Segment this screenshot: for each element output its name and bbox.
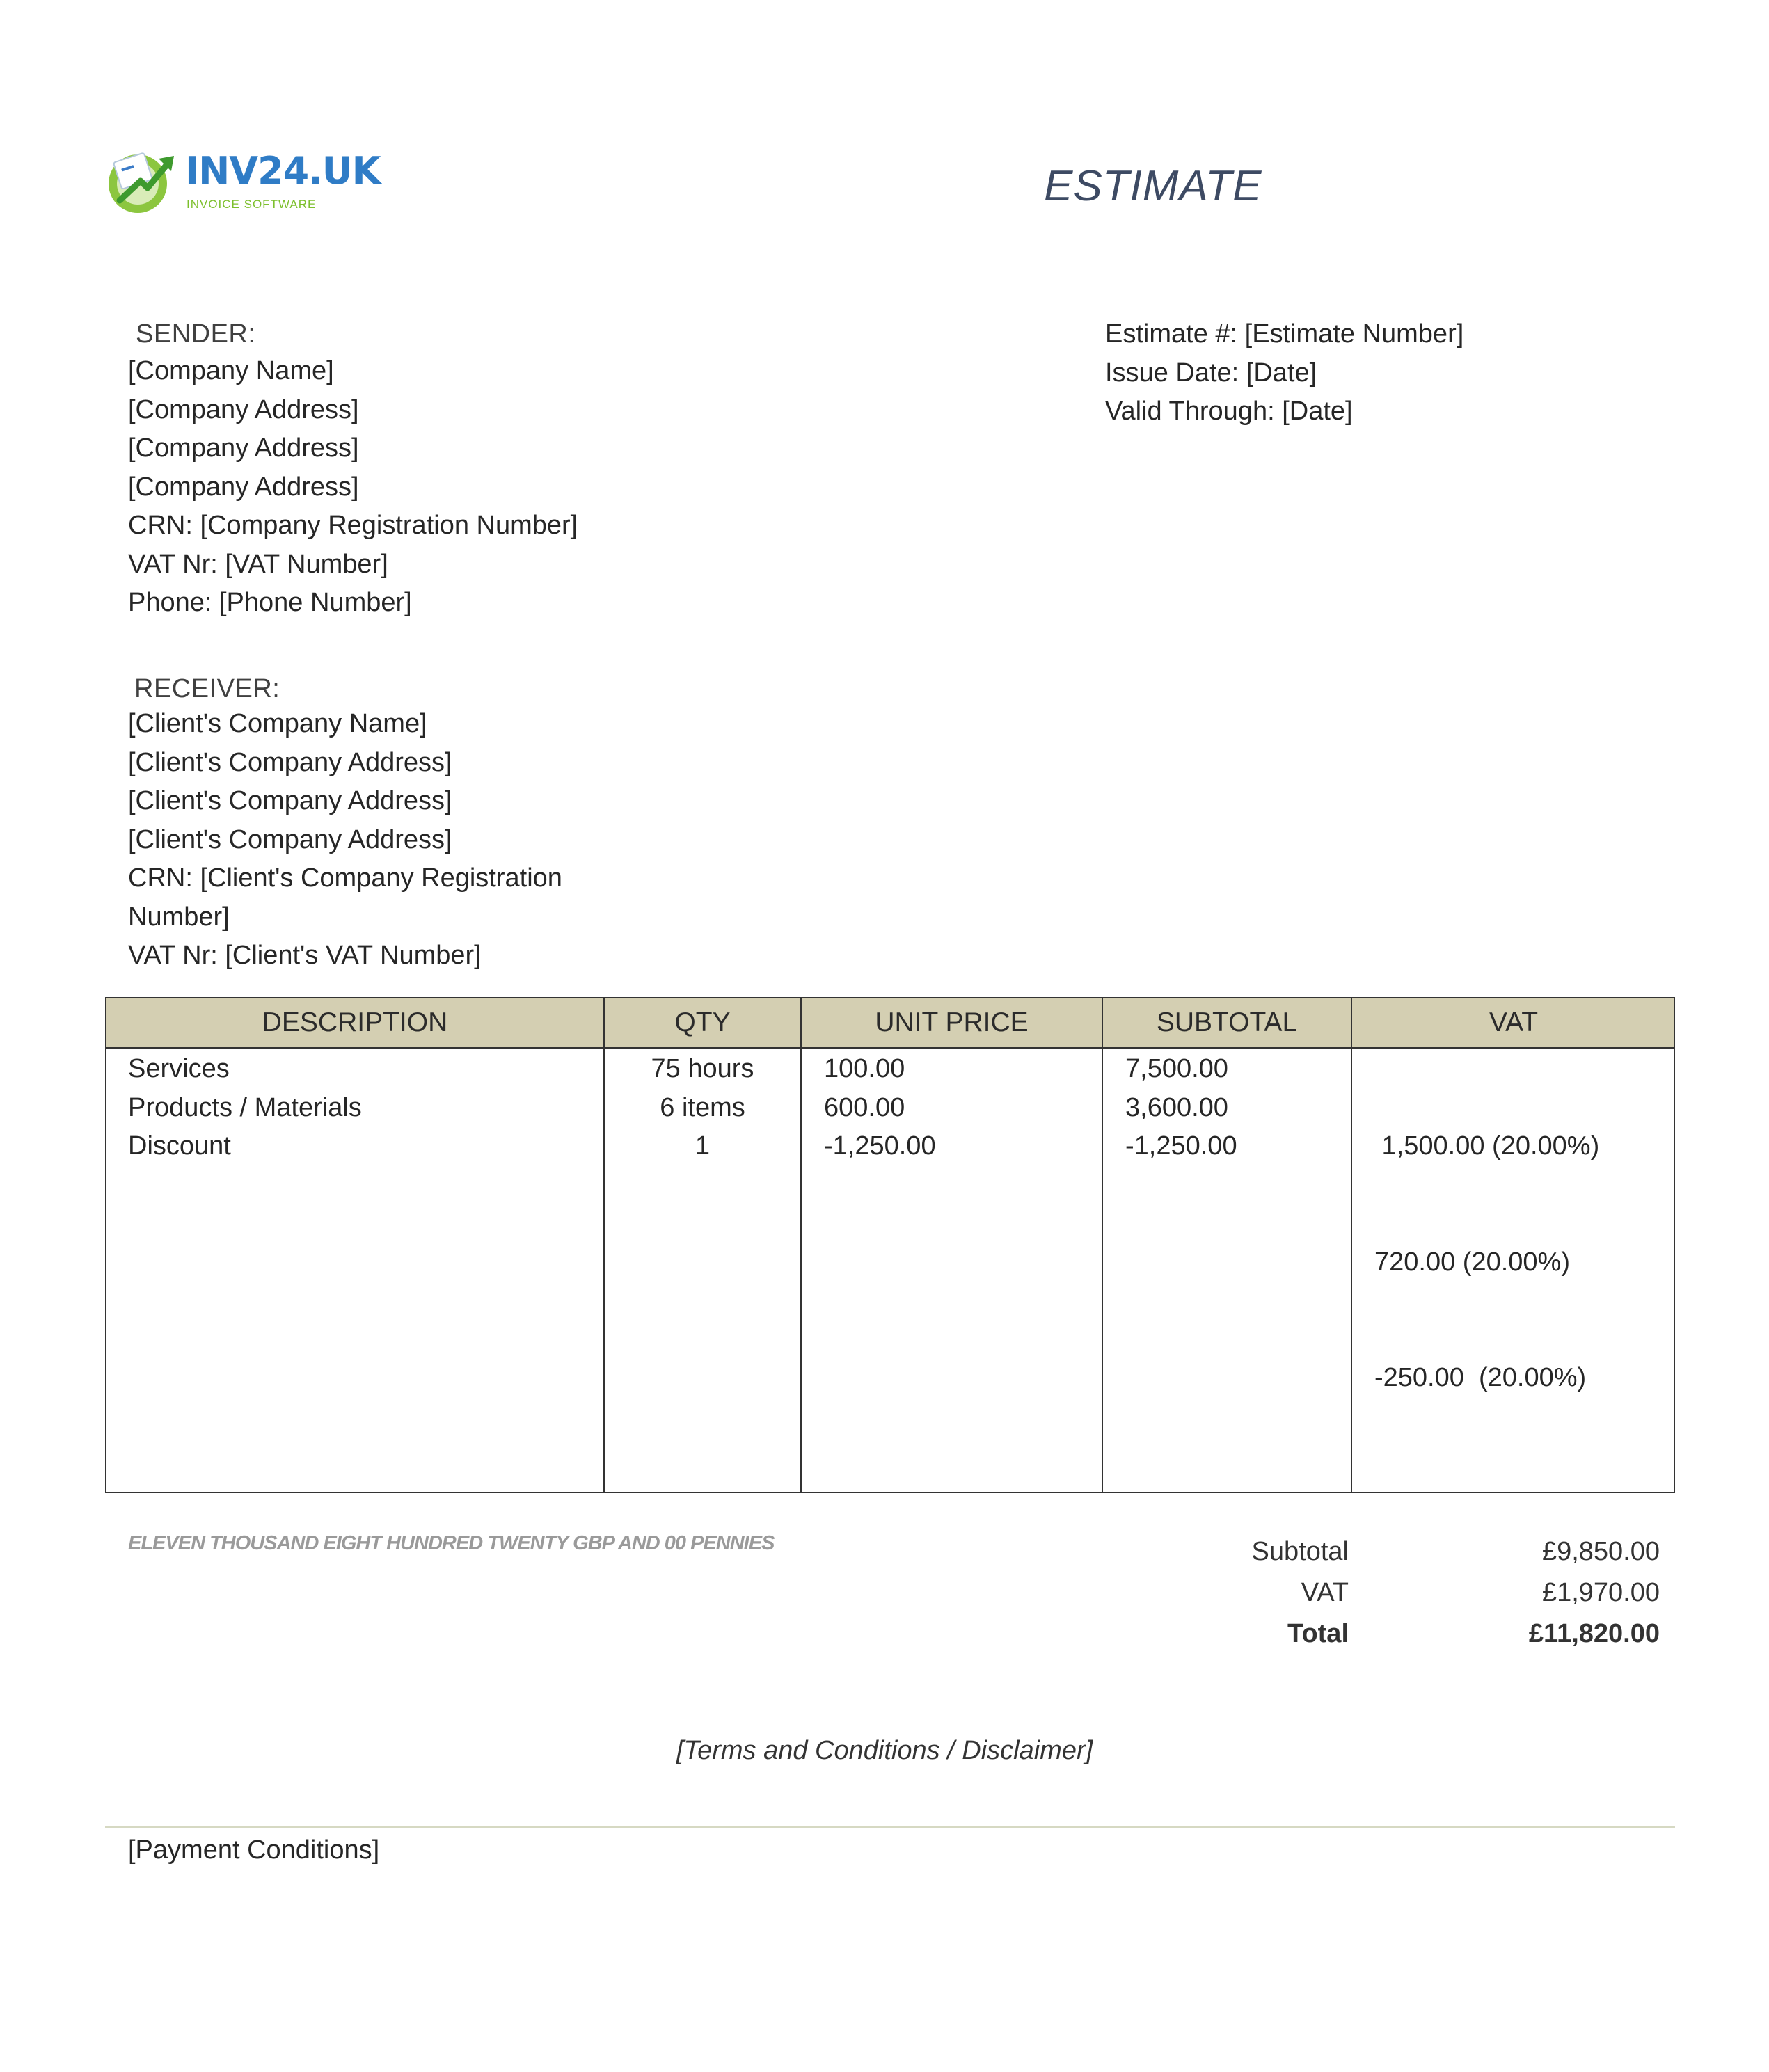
column-divider xyxy=(1351,998,1352,1492)
column-divider xyxy=(1102,998,1103,1492)
subtotal-value: £9,850.00 xyxy=(1541,1537,1660,1566)
table-cell-qty: 1 xyxy=(695,1131,711,1161)
column-header-description: DESCRIPTION xyxy=(262,1007,448,1037)
receiver-company-name: [Client's Company Name] xyxy=(128,709,427,738)
unit-price-column xyxy=(824,1050,936,1166)
qty-column xyxy=(605,1050,800,1166)
table-cell-subtotal: -1,250.00 xyxy=(1125,1131,1237,1161)
subtotal-column xyxy=(1125,1050,1237,1166)
sender-address-line: [Company Address] xyxy=(128,472,359,502)
subtotal-label: Subtotal xyxy=(1251,1537,1349,1566)
sender-heading: SENDER: xyxy=(136,319,256,349)
receiver-crn: CRN: [Client's Company Registration xyxy=(128,863,562,893)
column-header-qty: QTY xyxy=(674,1007,731,1037)
table-cell-description: Discount xyxy=(128,1131,231,1161)
receiver-address-line: [Client's Company Address] xyxy=(128,747,452,777)
table-header-row xyxy=(106,998,1674,1049)
logo-tagline: INVOICE SOFTWARE xyxy=(187,198,317,211)
receiver-crn-continued: Number] xyxy=(128,902,230,932)
logo-wordmark: INV24.UK xyxy=(185,149,381,193)
sender-crn: CRN: [Company Registration Number] xyxy=(128,511,578,540)
receiver-address-line: [Client's Company Address] xyxy=(128,824,452,854)
terms-and-conditions: [Terms and Conditions / Disclaimer] xyxy=(676,1736,1093,1765)
vat-value: £1,970.00 xyxy=(1541,1578,1660,1607)
table-cell-vat: 1,500.00 (20.00%) xyxy=(1374,1131,1600,1161)
vat-label: VAT xyxy=(1301,1578,1349,1607)
table-cell-vat: -250.00 (20.00%) xyxy=(1374,1363,1587,1392)
table-cell-subtotal: 3,600.00 xyxy=(1125,1092,1228,1122)
sender-company-name: [Company Name] xyxy=(128,356,334,385)
column-divider xyxy=(800,998,802,1492)
table-cell-description: Products / Materials xyxy=(128,1092,362,1122)
sender-address-line: [Company Address] xyxy=(128,395,359,424)
document-title: ESTIMATE xyxy=(1044,162,1262,210)
table-cell-description: Services xyxy=(128,1054,230,1083)
total-label: Total xyxy=(1287,1619,1349,1648)
receiver-block xyxy=(128,705,562,975)
company-logo xyxy=(104,146,381,223)
payment-conditions: [Payment Conditions] xyxy=(128,1835,380,1865)
table-cell-subtotal: 7,500.00 xyxy=(1125,1054,1228,1083)
column-header-subtotal: SUBTOTAL xyxy=(1156,1007,1298,1037)
table-cell-vat: 720.00 (20.00%) xyxy=(1374,1247,1570,1277)
total-value: £11,820.00 xyxy=(1528,1619,1660,1648)
sender-phone: Phone: [Phone Number] xyxy=(128,588,412,617)
table-cell-unit-price: -1,250.00 xyxy=(824,1131,936,1161)
valid-through-date: Valid Through: [Date] xyxy=(1105,397,1353,426)
amount-in-words: ELEVEN THOUSAND EIGHT HUNDRED TWENTY GBP AND 00 PENNIES xyxy=(128,1532,775,1554)
table-cell-qty: 75 hours xyxy=(651,1054,754,1083)
line-items-table xyxy=(105,997,1675,1493)
logo-emblem-icon xyxy=(104,146,181,216)
column-header-unit-price: UNIT PRICE xyxy=(875,1007,1029,1037)
estimate-number: Estimate #: [Estimate Number] xyxy=(1105,319,1464,349)
sender-block xyxy=(128,352,578,623)
receiver-heading: RECEIVER: xyxy=(134,674,280,703)
table-cell-qty: 6 items xyxy=(660,1092,745,1122)
footer-divider xyxy=(105,1826,1675,1828)
vat-column xyxy=(1374,1050,1599,1475)
receiver-address-line: [Client's Company Address] xyxy=(128,786,452,815)
sender-vat-number: VAT Nr: [VAT Number] xyxy=(128,549,388,579)
table-cell-unit-price: 100.00 xyxy=(824,1054,905,1083)
description-column xyxy=(128,1050,362,1166)
sender-address-line: [Company Address] xyxy=(128,433,359,463)
issue-date: Issue Date: [Date] xyxy=(1105,358,1317,388)
table-cell-unit-price: 600.00 xyxy=(824,1092,905,1122)
estimate-meta-block xyxy=(1105,315,1463,431)
receiver-vat-number: VAT Nr: [Client's VAT Number] xyxy=(128,941,482,970)
column-header-vat: VAT xyxy=(1489,1007,1539,1037)
